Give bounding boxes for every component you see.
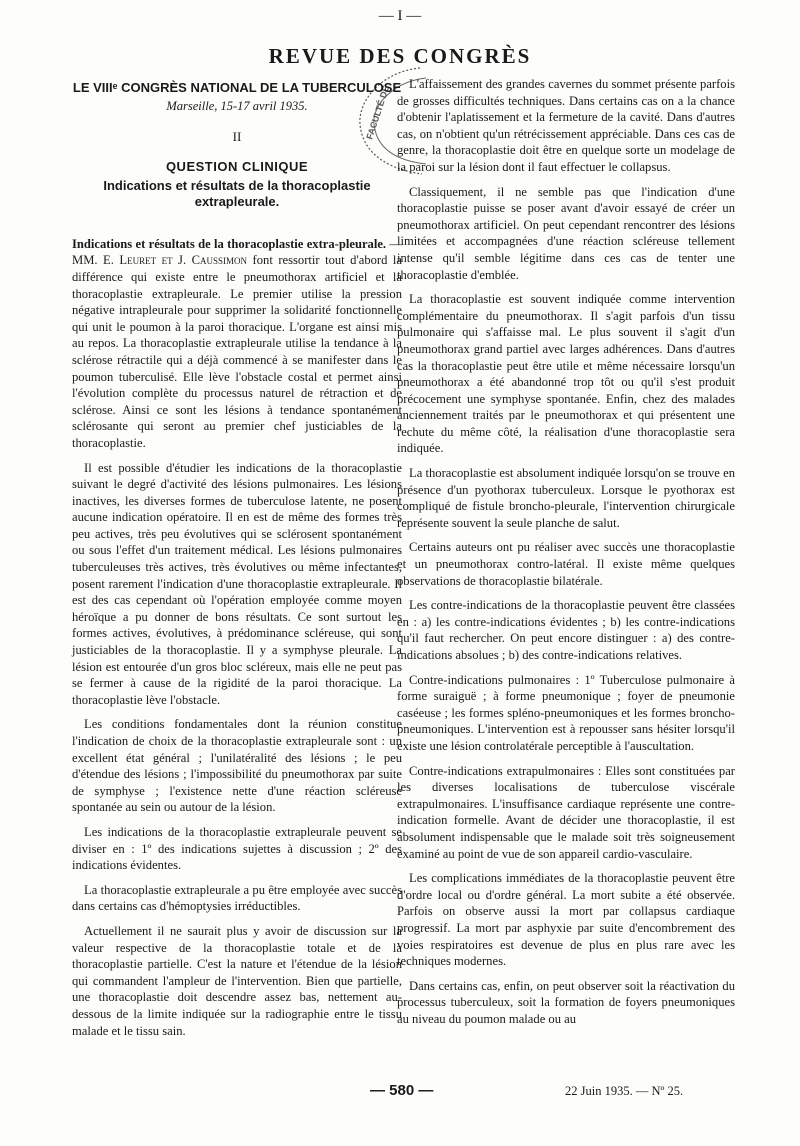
issue-date: 22 Juin 1935. — Nº 25.: [565, 1084, 684, 1098]
paragraph: Les indications de la thoracoplastie extrapleurale peuvent se diviser en : 1º des indications sujettes à discussion ; 2º des indications évidentes.: [72, 824, 402, 873]
paragraph: Les conditions fondamentales dont la réunion constitue l'indication de choix de la thoracoplastie extrapleurale sont : un excellent état général ; l'unilatéralité des lésions ; le peu d'étendue des lésions ; l'impossibilité du pneumothorax par suite de symphyse ; l'existence nette d'une réaction scléreuse spontanée au sein ou autour de la lésion.: [72, 717, 402, 815]
main-heading: REVUE DES CONGRÈS: [268, 44, 532, 68]
paragraph: Contre-indications pulmonaires : 1º Tuberculose pulmonaire à forme suraiguë ; à forme pneumonique ; foyer de pneumonie caséeuse ; les formes spléno-pneumoniques et les formes broncho-pneumoniques. L'intervention est à repousser sans hésiter lorsqu'il existe une lésion controlatérale perceptible à l'auscultation.: [397, 672, 735, 753]
paragraph: Actuellement il ne saurait plus y avoir de discussion sur la valeur respective de la thoracoplastie totale et de la thoracoplastie partielle. C'est la nature et l'étendue de la lésion qui commandent l'ampleur de l'intervention. Bien que partielle, une thoracoplastie doit descendre assez bas, nettement au-dessous de la limite indiquée sur la radiographie entre le tissu malade et le tissu sain.: [72, 923, 402, 1038]
paragraph: Classiquement, il ne semble pas que l'indication d'une thoracoplastie puisse se poser avant d'avoir essayé de créer un pneumothorax artificiel. On peut cependant rencontrer des lésions limitées et accompagnées d'une réaction scléreuse tellement intense qu'il semble légitime dans ces cas de tenter une thoracoplastie d'emblée.: [397, 184, 735, 282]
right-column: [397, 76, 735, 1035]
paragraph: Dans certains cas, enfin, on peut observer soit la réactivation du processus tuberculeux, soit la formation de foyers pneumoniques au niveau du poumon malade ou au: [397, 978, 735, 1026]
subsection-title: Indications et résultats de la thoracoplastie extrapleurale.: [103, 177, 371, 209]
section-title: QUESTION CLINIQUE: [165, 159, 309, 175]
left-column: [72, 72, 402, 1047]
page-footer: [0, 1082, 800, 1102]
section-number: II: [232, 128, 242, 144]
paragraph: La thoracoplastie est absolument indiquée lorsqu'on se trouve en présence d'un pyothorax tuberculeux. Lorsque le pyothorax est compliqué de fistule broncho-pleurale, l'intervention chirurgicale représente souvent la seule planche de salut.: [397, 466, 735, 530]
paper-authors: MM. E. Leuret et J. Caussimon: [72, 253, 248, 268]
paragraph: [72, 236, 402, 452]
title-dash: —: [386, 236, 402, 251]
paragraph: La thoracoplastie est souvent indiquée comme intervention complémentaire du pneumothorax. Il s'agit parfois d'un tissu pulmonaire qui s'affaisse mal. Le plus souvent il s'agit d'un pneumothorax grand partiel avec larges adhérences. Dans d'autres cas la thoracoplastie peut être utile et même nécessaire lorsqu'un pneumothorax a été abandonné trop tôt ou qu'il s'est produit précocement une symphyse spontanée. Enfin, chez des malades anciennement traités par le pneumothorax et qui présentent une rechute du même côté, la réalisation d'une thoracoplastie sera indiquée.: [397, 292, 735, 456]
paragraph-text: font ressortir tout d'abord la différence qui existe entre le pneumothorax artificiel et la thoracoplastie extrapleurale. Le premier utilise la pression négative intrapleurale pour supprimer la solidarité fonctionnelle qui unit le poumon à la paroi thoracique. L'organe est ainsi mis au repos. La thoracoplastie extrapleurale utilise la tendance à la sclérose rétractile qui a déjà commencé à se manifester dans le poumon tuberculisé. Elle lève l'obstacle costal et permet ainsi l'évolution complète du processus naturel de rétraction et de sclérose. Ainsi ce sont les lésions à tendance spontanément sclérosante qui seront au premier chef justiciables de la thoracoplastie.: [72, 253, 402, 450]
paragraph: Contre-indications extrapulmonaires : Elles sont constituées par les diverses localisations de tuberculose viscérale extrapulmonaires. L'insuffisance cardiaque représente une contre-indication formelle. Avant de décider une thoracoplastie, il est absolument indispensable que le malade soit très soigneusement examiné au point de vue de son appareil cardio-vasculaire.: [397, 763, 735, 861]
paragraph: Il est possible d'étudier les indications de la thoracoplastie suivant le degré d'activité des lésions pulmonaires. Les lésions inactives, les diverses formes de tuberculose latente, ne posent aucune indication opératoire. Il en est de même des formes très peu actives, très peu évolutives qui se sclérosent spontanément ou sous l'effet d'un traitement médical. Les lésions pulmonaires tuberculeuses très actives, très évolutives ou même infectantes, posent rarement l'indication d'une thoracoplastie extrapleurale. Il est des cas cependant où l'opération employée comme moyen héroïque a pu donner de bons résultats. Ce sont surtout les formes actives, évolutives, à prédominance scléreuse, qui sont justiciables de la thoracoplastie. Il y a symphyse pleurale. La lésion est entourée d'un gros bloc scléreux, mais elle ne peut pas se fermer à cause de la rigidité de la paroi thoracique. La thoracoplastie lève l'obstacle.: [72, 460, 402, 707]
congres-place-date: Marseille, 15-17 avril 1935.: [166, 99, 308, 113]
paragraph: Certains auteurs ont pu réaliser avec succès une thoracoplastie et un pneumothorax contro-latéral. Il existe même quelques observations de thoracoplastie bilatérale.: [397, 540, 735, 588]
paper-title: Indications et résultats de la thoracoplastie extra-pleurale.: [72, 236, 387, 251]
congres-title: LE VIIIᵉ CONGRÈS NATIONAL DE LA TUBERCULOSE: [72, 80, 402, 95]
page-top-number: — I —: [378, 8, 422, 24]
paragraph: Les contre-indications de la thoracoplastie peuvent être classées en : a) les contre-indications évidentes ; b) les contre-indications qu'il faut rechercher. On peut encore distinguer : a) des contre-indications absolues ; b) des contre-indications relatives.: [397, 598, 735, 662]
paragraph: Les complications immédiates de la thoracoplastie peuvent être d'ordre local ou d'ordre général. La mort subite a été observée. Parfois on observe aussi la mort par collapsus cardiaque progressif. La mort par asphyxie par suite d'encombrement des voies respiratoires est devenue de plus en plus rare avec les techniques modernes.: [397, 871, 735, 969]
paragraph: L'affaissement des grandes cavernes du sommet présente parfois de grosses difficultés techniques. Dans certains cas on a la chance d'obtenir l'aplatissement et la fermeture de la cavité. Dans d'autres cas, on n'obtient qu'un rétrécissement appréciable. Dans ces cas de genre, la thoracoplastie doit être en quelque sorte un modelage de la paroi sur la lésion dont il faut effectuer le collapsus.: [397, 77, 735, 174]
paragraph: La thoracoplastie extrapleurale a pu être employée avec succès dans certains cas d'hémoptysies irréductibles.: [72, 882, 402, 914]
svg-text:FACULTÉ DE: FACULTÉ DE: [364, 84, 392, 141]
page-number: — 580 —: [370, 1082, 434, 1099]
